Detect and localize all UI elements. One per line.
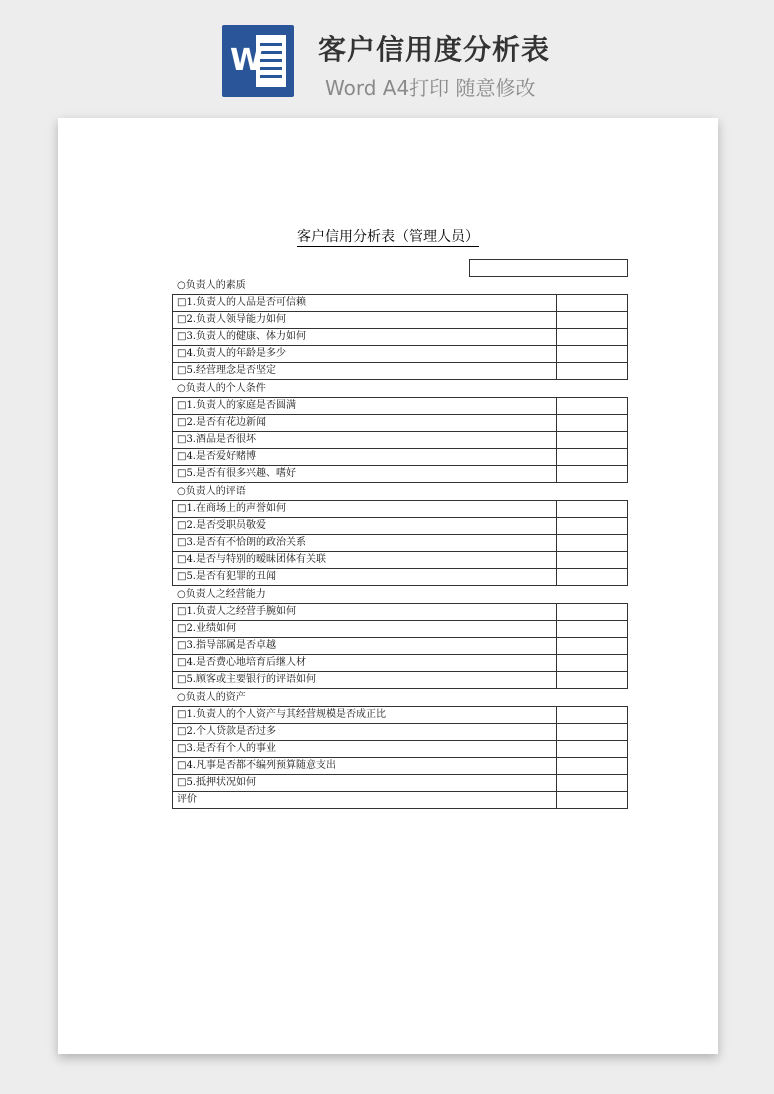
item-value-cell[interactable] [557,741,628,758]
table-row [173,775,628,792]
table-row [173,415,628,432]
section-label: ○负责人之经营能力 [177,589,266,600]
item-label: □1.负责人之经营手腕如何 [173,604,557,621]
item-label: □3.负责人的健康、体力如何 [173,329,557,346]
table-row [173,466,628,483]
item-label: □4.是否与特别的暧昧团体有关联 [173,552,557,569]
table-row [173,329,628,346]
item-value-cell[interactable] [557,775,628,792]
item-value-cell[interactable] [557,655,628,672]
section-table [172,603,628,689]
credit-form [172,277,628,809]
table-row [173,535,628,552]
table-row [173,741,628,758]
item-value-cell[interactable] [557,518,628,535]
table-row [173,312,628,329]
item-value-cell[interactable] [557,724,628,741]
section-label: ○负责人的资产 [177,692,246,703]
table-row [173,724,628,741]
item-value-cell[interactable] [557,604,628,621]
item-value-cell[interactable] [557,363,628,380]
item-value-cell[interactable] [557,552,628,569]
item-value-cell[interactable] [557,535,628,552]
table-row [173,295,628,312]
table-row [173,655,628,672]
item-value-cell[interactable] [557,466,628,483]
document-title-text: 客户信用分析表（管理人员） [297,229,479,245]
item-label: □5.是否有犯罪的丑闻 [173,569,557,586]
item-value-cell[interactable] [557,295,628,312]
item-value-cell[interactable] [557,621,628,638]
item-value-cell[interactable] [557,432,628,449]
item-value-cell[interactable] [557,449,628,466]
table-row [173,346,628,363]
section-label: ○负责人的素质 [177,280,246,291]
item-label: □1.负责人的人品是否可信赖 [173,295,557,312]
banner-subtitle: Word A4打印 随意修改 [325,76,536,100]
table-row [173,792,628,809]
table-row [173,501,628,518]
item-label: □4.凡事是否都不编列预算随意支出 [173,758,557,775]
table-row [173,758,628,775]
item-label: □3.是否有个人的事业 [173,741,557,758]
table-row [173,569,628,586]
item-label: □5.经营理念是否坚定 [173,363,557,380]
item-label: □5.顾客或主要银行的评语如何 [173,672,557,689]
item-value-cell[interactable] [557,312,628,329]
item-label: 评价 [173,792,557,809]
item-value-cell[interactable] [557,329,628,346]
item-value-cell[interactable] [557,415,628,432]
item-label: □3.酒品是否很坏 [173,432,557,449]
item-label: □2.业绩如何 [173,621,557,638]
section-table [172,706,628,809]
header-banner [0,0,774,118]
table-row [173,638,628,655]
item-label: □5.是否有很多兴趣、嗜好 [173,466,557,483]
section-table [172,500,628,586]
top-input-box[interactable] [469,259,628,277]
item-label: □2.个人贷款是否过多 [173,724,557,741]
word-icon [222,25,294,97]
item-label: □4.是否爱好赌博 [173,449,557,466]
table-row [173,604,628,621]
item-value-cell[interactable] [557,346,628,363]
item-label: □2.负责人领导能力如何 [173,312,557,329]
item-value-cell[interactable] [557,758,628,775]
section-label: ○负责人的评语 [177,486,246,497]
table-row [173,449,628,466]
table-row [173,363,628,380]
item-value-cell[interactable] [557,569,628,586]
item-label: □1.负责人的家庭是否圆满 [173,398,557,415]
item-label: □2.是否有花边新闻 [173,415,557,432]
item-value-cell[interactable] [557,792,628,809]
table-row [173,552,628,569]
item-label: □1.在商场上的声誉如何 [173,501,557,518]
table-row [173,398,628,415]
item-label: □2.是否受职员敬爱 [173,518,557,535]
document-title [58,226,718,246]
table-row [173,707,628,724]
item-label: □4.是否费心地培育后继人材 [173,655,557,672]
item-value-cell[interactable] [557,707,628,724]
document-page [58,118,718,1054]
table-row [173,621,628,638]
table-row [173,518,628,535]
word-icon-letter: W [230,43,264,78]
item-label: □5.抵押状况如何 [173,775,557,792]
item-label: □4.负责人的年龄是多少 [173,346,557,363]
watermark [89,448,118,483]
table-row [173,672,628,689]
item-value-cell[interactable] [557,501,628,518]
item-label: □3.指导部属是否卓越 [173,638,557,655]
item-value-cell[interactable] [557,398,628,415]
section-label: ○负责人的个人条件 [177,383,266,394]
banner-title: 客户信用度分析表 [318,33,551,66]
item-label: □1.负责人的个人资产与其经营规模是否成正比 [173,707,557,724]
item-value-cell[interactable] [557,638,628,655]
table-row [173,432,628,449]
item-label: □3.是否有不恰朗的政治关系 [173,535,557,552]
section-table [172,294,628,380]
section-table [172,397,628,483]
item-value-cell[interactable] [557,672,628,689]
